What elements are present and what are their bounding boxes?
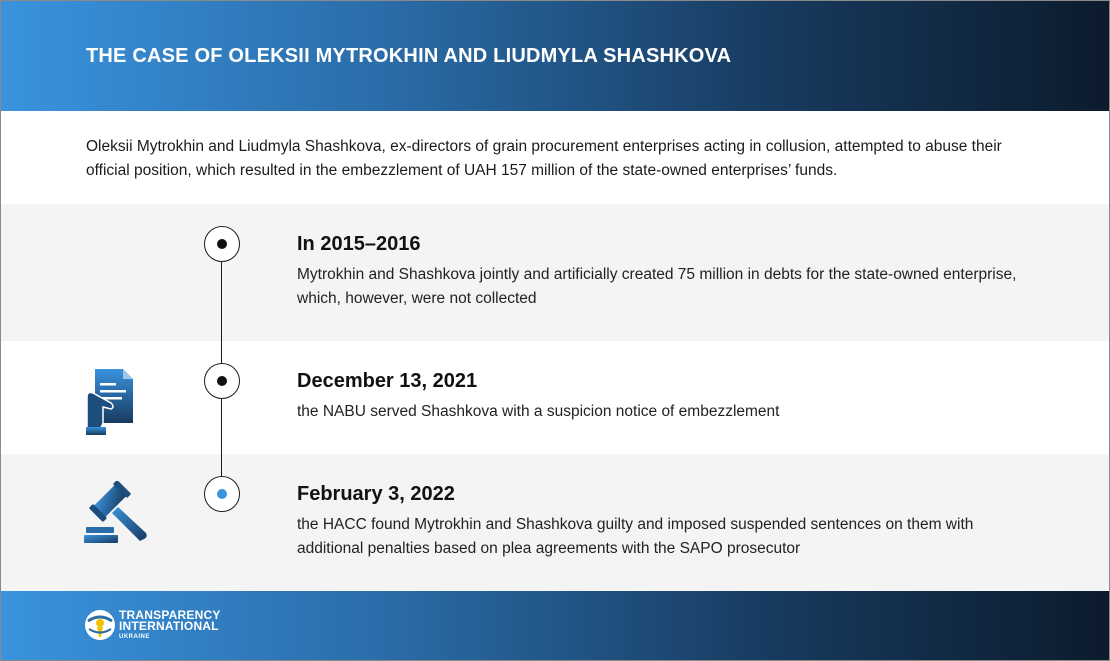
event-title: February 3, 2022: [297, 483, 455, 505]
event-description: Mytrokhin and Shashkova jointly and artificially created 75 million in debts for the state-owned enterprise, which, however, were not collected: [297, 266, 1017, 307]
event-description: the HACC found Mytrokhin and Shashkova guilty and imposed suspended sentences on them with additional penalties based on plea agreements with the SAPO prosecutor: [297, 516, 974, 557]
header-banner: [1, 1, 1109, 111]
timeline-node-2: [204, 363, 240, 399]
gavel-icon: [84, 481, 150, 545]
ti-logo-icon: [84, 609, 116, 641]
event-title: In 2015–2016: [297, 233, 421, 255]
logo-text: [119, 610, 221, 641]
timeline-node-1: [204, 226, 240, 262]
logo-line-1: TRANSPARENCY: [119, 608, 221, 622]
timeline-band-2: [1, 341, 1109, 454]
event-title: December 13, 2021: [297, 370, 478, 392]
logo-line-2: INTERNATIONAL: [119, 619, 219, 633]
intro-text: Oleksii Mytrokhin and Liudmyla Shashkova, ex-directors of grain procurement enterprises acting in collusion, attempted to abuse their official position, which resulted in the embezzlement of UAH 157 million of the state-owned enterprises’ funds.: [86, 138, 1002, 179]
timeline-dot: [217, 239, 227, 249]
document-hand-icon: [85, 367, 135, 437]
logo-line-3: UKRAINE: [119, 634, 150, 640]
event-description: the NABU served Shashkova with a suspicion notice of embezzlement: [297, 403, 780, 420]
timeline-dot-active: [217, 489, 227, 499]
timeline-node-3: [204, 476, 240, 512]
page-title: THE CASE OF OLEKSII MYTROKHIN AND LIUDMYLA SHASHKOVA: [86, 45, 732, 67]
timeline-dot: [217, 376, 227, 386]
